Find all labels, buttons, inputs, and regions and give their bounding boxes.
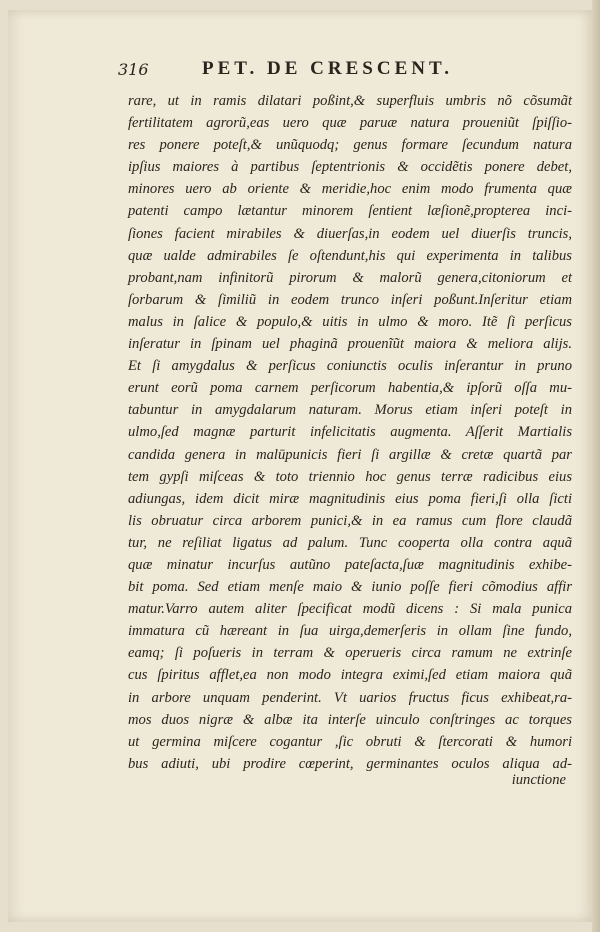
text-line: fertilitatem agrorũ,eas uero quæ paruæ natura proueniũt ſpiſſio- (128, 115, 572, 132)
text-line: patenti campo lætantur minorem ſentient læſionẽ,propterea inci- (128, 203, 572, 220)
page-header (118, 58, 478, 84)
text-line: in arbore unquam penderint. Vt uarios fructus ficus exhibeat,ra- (128, 689, 572, 706)
text-line: ſiones facient mirabiles & diuerſas,in eodem uel diuerſis truncis, (128, 225, 572, 242)
text-line: rare, ut in ramis dilatari poßint,& superfluis umbris nõ cõsumãt (128, 93, 572, 109)
text-line: cus ſpiritus afflet,ea non modo integra eximi,ſed etiam maiora quã (128, 667, 572, 684)
text-line: eamq; ſi poſueris in terram & operueris circa ramum ne extrinſe (128, 645, 572, 662)
text-line: probant,nam infinitorũ pirorum & malorũ genera,citoniorum et (128, 269, 572, 286)
text-line: adiungas, idem dicit miræ magnitudinis eius poma fieri,ſi olla ſicti (128, 490, 572, 507)
catchword: iunctione (511, 772, 566, 788)
text-line: inſeratur in ſpinam uel phaginã prouenĩũt maiora & meliora alijs. (128, 336, 572, 353)
body-text (128, 90, 572, 775)
text-line: ulmo,ſed magnæ parturit infelicitatis augmenta. Aſſerit Martialis (128, 424, 572, 441)
text-line: lis obruatur circa arborem punici,& in ea ramus cum flore claudã (128, 512, 572, 529)
text-line: malus in ſalice & populo,& uitis in ulmo & moro. Itẽ ſi perſicus (128, 313, 572, 330)
text-line: ut germina miſcere cogantur ,ſic obruti & ſtercorati & humori (128, 733, 572, 750)
text-line: minores uero ab oriente & meridie,hoc enim modo frumenta quæ (128, 181, 572, 198)
text-line: mos duos nigræ & albæ ita interſe uinculo conſtringes ac torques (128, 711, 572, 728)
running-title: PET. DE CRESCENT. (202, 58, 453, 79)
text-line: bit poma. Sed etiam menſe maio & iunio poſſe fieri cõmodius affir (128, 579, 572, 596)
text-line: erunt eorũ poma carnem perſicorum habentia,& ipſorũ oſſa mu- (128, 380, 572, 397)
text-line: matur.Varro autem aliter ſpecificat modũ dicens : Si mala punica (128, 601, 572, 618)
text-line: tur, ne reſiliat ligatus ad palum. Tunc cooperta olla contra aquã (128, 534, 572, 551)
page-number: 316 (118, 60, 149, 79)
text-line: Et ſi amygdalus & perſicus coniunctis oculis inſerantur in pruno (128, 358, 572, 375)
text-line: res ponere poteſt,& unũquodq; genus formare ſecundum natura (128, 137, 572, 154)
text-line: ſorbarum & ſimiliũ in eodem trunco inſeri poßunt.Inſeritur etiam (128, 291, 572, 308)
text-line: tem gypſi miſceas & toto triennio hoc genus terræ radicibus eius (128, 468, 572, 485)
text-line: quæ minatur incurſus autũno pateſacta,ſuæ magnitudinis exhibe- (128, 556, 572, 573)
text-line: candida genera in malūpunicis fieri ſi argillæ & cretæ quartã par (128, 446, 572, 463)
page-edge (592, 0, 600, 932)
text-line: immatura cũ hæreant in ſua uirga,demerſeris in ollam ſine fundo, (128, 623, 572, 640)
text-line: ipſius maiores à partibus ſeptentrionis & occidẽtis ponere debet, (128, 159, 572, 176)
text-line: tabuntur in amygdalarum naturam. Morus etiam inſeri poteſt in (128, 402, 572, 419)
text-line: quæ ualde admirabiles ſe oſtendunt,his qui experimenta in talibus (128, 247, 572, 264)
text-line: bus adiuti, ubi prodire cœperint, germinantes oculos aliqua ad- (128, 755, 572, 772)
